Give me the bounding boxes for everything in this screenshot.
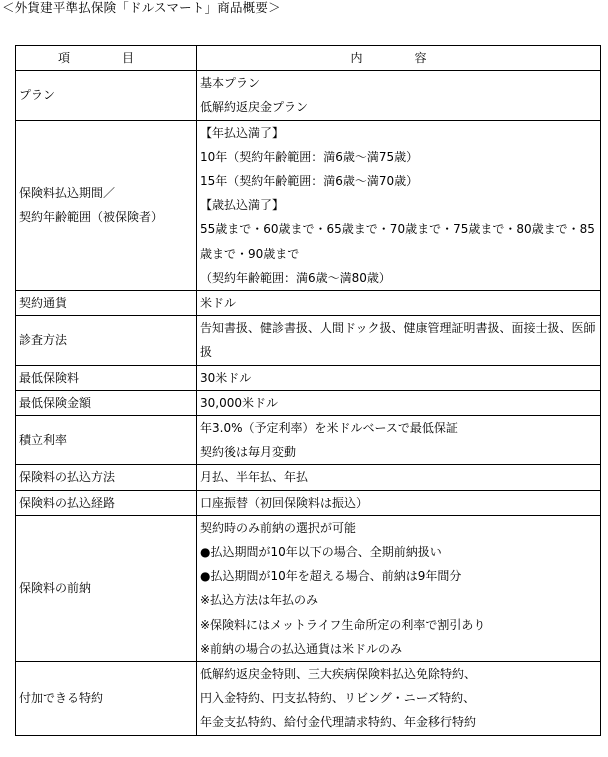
label-line: 保険料払込期間／ <box>19 186 116 201</box>
row-content <box>197 465 601 490</box>
row-content <box>197 490 601 515</box>
content-line: 55歳まで・60歳まで・65歳まで・70歳まで・75歳まで・80歳まで・85歳まで・90歳まで <box>200 222 595 261</box>
content-line: 15年（契約年齢範囲：満6歳～満70歳） <box>200 174 419 189</box>
content-line: 告知書扱、健診書扱、人間ドック扱、健康管理証明書扱、面接士扱、医師扱 <box>200 321 596 360</box>
row-content <box>197 515 601 661</box>
content-line: 契約時のみ前納の選択が可能 <box>200 520 357 535</box>
label-line: 契約年齢範囲（被保険者） <box>19 210 164 225</box>
content-line: 月払、半年払、年払 <box>200 470 309 485</box>
content-line: （契約年齢範囲：満6歳～満80歳） <box>200 270 391 285</box>
content-line: ●払込期間が10年以下の場合、全期前納扱い <box>200 545 442 560</box>
row-label <box>16 120 197 290</box>
row-content <box>197 365 601 390</box>
content-line: 米ドル <box>200 296 237 311</box>
row-label: 保険料の払込経路 <box>16 490 197 515</box>
content-line: ※保険料にはメットライフ生命所定の利率で割引あり <box>200 617 486 632</box>
content-line: ※前納の場合の払込通貨は米ドルのみ <box>200 641 403 656</box>
row-label: 診査方法 <box>16 316 197 365</box>
table-row <box>16 365 601 390</box>
content-line: 円入金特約、円支払特約、リビング・ニーズ特約、 <box>200 691 476 706</box>
content-line: 年3.0%（予定利率）を米ドルベースで最低保証 <box>200 421 458 436</box>
content-line: 【歳払込満了】 <box>200 198 285 213</box>
row-label: 積立利率 <box>16 416 197 465</box>
table-row <box>16 515 601 661</box>
document-title: ＜外貨建平準払保険「ドルスマート」商品概要＞ <box>2 0 281 15</box>
row-content <box>197 416 601 465</box>
content-line: 契約後は毎月変動 <box>200 445 297 460</box>
content-line: 10年（契約年齢範囲：満6歳～満75歳） <box>200 149 419 164</box>
row-label: 最低保険料 <box>16 365 197 390</box>
row-content <box>197 662 601 736</box>
content-line: 30,000米ドル <box>200 395 278 410</box>
row-content <box>197 390 601 415</box>
table-header-row <box>16 46 601 71</box>
table-row <box>16 465 601 490</box>
row-content <box>197 316 601 365</box>
row-label: 保険料の前納 <box>16 515 197 661</box>
row-label: 保険料の払込方法 <box>16 465 197 490</box>
table-row <box>16 390 601 415</box>
header-item: 項 目 <box>16 46 197 71</box>
row-content <box>197 291 601 316</box>
content-line: 【年払込満了】 <box>200 125 285 140</box>
table-row <box>16 416 601 465</box>
content-line: 年金支払特約、給付金代理請求特約、年金移行特約 <box>200 715 477 730</box>
row-content <box>197 71 601 120</box>
content-line: ※払込方法は年払のみ <box>200 593 319 608</box>
product-overview-table <box>15 45 601 736</box>
table-row <box>16 316 601 365</box>
content-line: 基本プラン <box>200 76 261 91</box>
table-row <box>16 71 601 120</box>
table-row <box>16 490 601 515</box>
row-label: 付加できる特約 <box>16 662 197 736</box>
table-row <box>16 120 601 290</box>
content-line: 口座振替（初回保険料は振込） <box>200 495 369 510</box>
content-line: 30米ドル <box>200 370 252 385</box>
content-line: ●払込期間が10年を超える場合、前納は9年間分 <box>200 569 462 584</box>
content-line: 低解約返戻金プラン <box>200 100 309 115</box>
table-row <box>16 291 601 316</box>
content-line: 低解約返戻金特則、三大疾病保険料払込免除特約、 <box>200 667 477 682</box>
row-label: 最低保険金額 <box>16 390 197 415</box>
row-content <box>197 120 601 290</box>
row-label: プラン <box>16 71 197 120</box>
row-label: 契約通貨 <box>16 291 197 316</box>
header-content: 内 容 <box>197 46 601 71</box>
table-row <box>16 662 601 736</box>
